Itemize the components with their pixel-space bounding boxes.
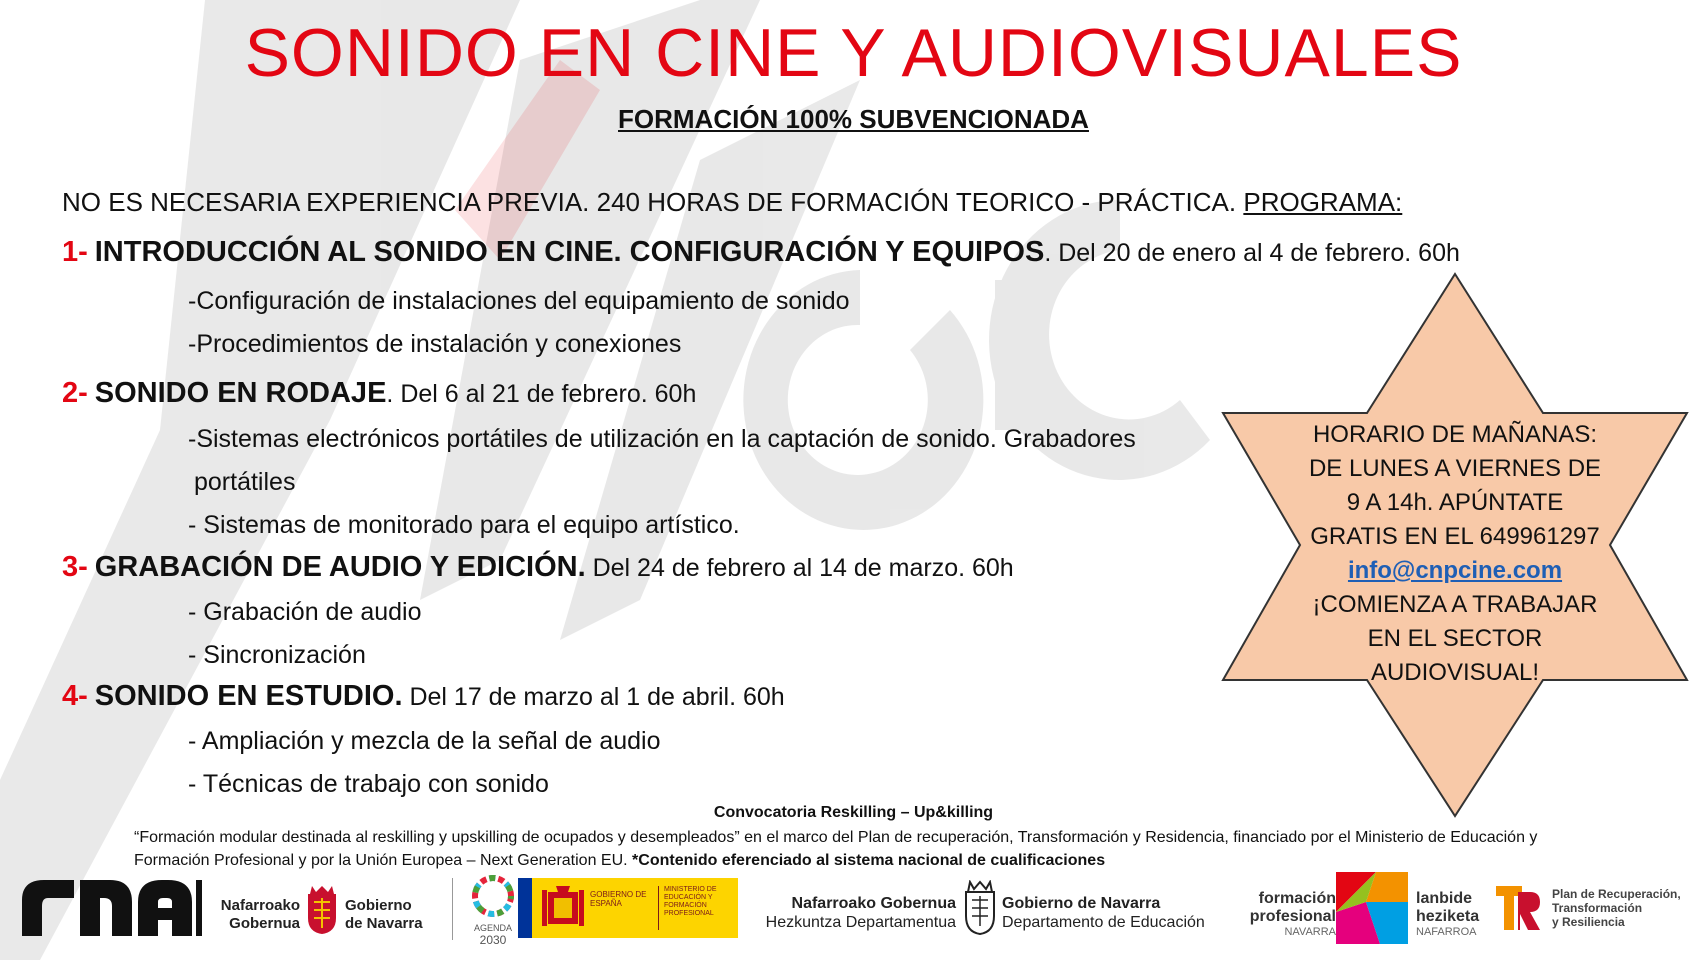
page-title: SONIDO EN CINE Y AUDIOVISUALES [244, 15, 1463, 91]
logo-label: Nafarroako Gobernua [791, 895, 956, 912]
logo-label: NAVARRA [1284, 926, 1336, 938]
star-line: EN EL SECTOR [1367, 625, 1543, 652]
navarra-logo-es [345, 897, 423, 933]
module-dates: . Del 20 de enero al 4 de febrero. 60h [1044, 239, 1460, 267]
module-title: SONIDO EN RODAJE [94, 377, 387, 409]
logo-label: y Resiliencia [1552, 915, 1625, 929]
navarra-edu-logo-es [1002, 894, 1205, 932]
star-line: HORARIO DE MAÑANAS: [1312, 421, 1598, 448]
module-dates: Del 24 de febrero al 14 de marzo. 60h [585, 554, 1014, 582]
module-dates: . Del 6 al 21 de febrero. 60h [386, 380, 697, 408]
agenda-year: 2030 [479, 933, 507, 947]
star-callout [1290, 418, 1620, 690]
footer-text [134, 826, 1594, 872]
module-2-heading [62, 377, 696, 410]
module-item: - Grabación de audio [188, 598, 422, 626]
logo-label: Hezkuntza Departamentua [765, 914, 956, 931]
logo-divider [452, 878, 453, 940]
module-item: - Técnicas de trabajo con sonido [188, 770, 549, 798]
ministry-label: MINISTERIO DE EDUCACIÓN Y FORMACIÓN PROFESIONAL [664, 886, 717, 917]
star-line: AUDIOVISUAL! [1370, 659, 1540, 686]
star-line: DE LUNES A VIERNES DE [1308, 455, 1602, 482]
logo-label: Gobernua [229, 915, 300, 932]
spain-government-logo [518, 878, 738, 938]
logo-label: de Navarra [345, 915, 423, 932]
logo-label: NAFARROA [1416, 926, 1477, 938]
eu-flag-stripe [518, 878, 532, 938]
module-item: - Sistemas de monitorado para el equipo artístico. [188, 511, 740, 539]
programa-label: PROGRAMA: [1243, 187, 1403, 217]
cnai-logo [22, 880, 202, 936]
logo-label: heziketa [1416, 908, 1480, 925]
module-title: SONIDO EN ESTUDIO. [94, 680, 403, 712]
prtr-logo [1552, 887, 1681, 929]
footer-body: “Formación modular destinada al reskilling y upskilling de ocupados y desempleados” en el marco del Plan de recuperación, Transformación y Residencia, financiado por el Ministerio de Educación y Formación Profesional y por la Unión Europea – Next Generation EU. [134, 829, 1538, 869]
email-link[interactable]: info@cnpcine.com [1347, 557, 1563, 584]
navarra-edu-logo-eu [760, 894, 956, 932]
module-item: - Ampliación y mezcla de la señal de audio [188, 727, 661, 755]
footer-note: *Contenido eferenciado al sistema nacional de cualificaciones [632, 852, 1106, 869]
module-number: 3- [62, 551, 88, 583]
star-line: ¡COMIENZA A TRABAJAR [1312, 591, 1598, 618]
logo-label: Plan de Recuperación, [1552, 887, 1681, 901]
module-title: INTRODUCCIÓN AL SONIDO EN CINE. CONFIGURACIÓN Y EQUIPOS [94, 236, 1045, 268]
intro-line [62, 187, 1402, 218]
module-item: portátiles [194, 468, 296, 496]
module-dates: Del 17 de marzo al 1 de abril. 60h [402, 683, 785, 711]
module-number: 2- [62, 377, 88, 409]
intro-text: NO ES NECESARIA EXPERIENCIA PREVIA. 240 HORAS DE FORMACIÓN TEORICO - PRÁCTICA. [62, 187, 1237, 217]
module-item: -Sistemas electrónicos portátiles de utilización en la captación de sonido. Grabadores [188, 425, 1136, 453]
logo-label: lanbide [1416, 890, 1473, 907]
lanbide-graphic-icon [1336, 872, 1408, 944]
module-3-heading [62, 551, 1014, 584]
logo-label: Departamento de Educación [1002, 914, 1205, 931]
star-line: GRATIS EN EL 649961297 [1310, 523, 1600, 550]
logo-label: Gobierno de Navarra [1002, 895, 1161, 912]
logo-divider [658, 886, 659, 930]
module-item: -Configuración de instalaciones del equipamiento de sonido [188, 287, 850, 315]
module-item: - Sincronización [188, 641, 366, 669]
lanbide-logo [1416, 890, 1479, 939]
spain-coat-icon [542, 884, 584, 932]
footer-heading: Convocatoria Reskilling – Up&killing [713, 804, 994, 821]
logo-label: formación [1258, 890, 1336, 907]
page-subtitle: FORMACIÓN 100% SUBVENCIONADA [618, 104, 1089, 134]
navarra-coat-icon [304, 884, 340, 936]
star-line: 9 A 14h. APÚNTATE [1346, 489, 1564, 516]
logo-label: Nafarroako [220, 897, 300, 914]
module-1-heading [62, 236, 1460, 269]
spain-gov-label: GOBIERNO DE ESPAÑA [590, 890, 647, 908]
logo-label: profesional [1249, 908, 1336, 925]
module-title: GRABACIÓN DE AUDIO Y EDICIÓN. [94, 551, 586, 583]
logo-label: Gobierno [345, 897, 412, 914]
module-number: 4- [62, 680, 88, 712]
module-number: 1- [62, 236, 88, 268]
module-item: -Procedimientos de instalación y conexiones [188, 330, 682, 358]
agenda-2030-icon [466, 874, 520, 948]
navarra-logo-eu [210, 897, 300, 933]
prtr-logo-icon [1496, 886, 1542, 930]
navarra-coat-icon [962, 880, 998, 936]
module-4-heading [62, 680, 785, 713]
agenda-label: AGENDA [473, 923, 513, 933]
fp-navarra-logo [1230, 890, 1336, 939]
logo-label: Transformación [1552, 901, 1643, 915]
